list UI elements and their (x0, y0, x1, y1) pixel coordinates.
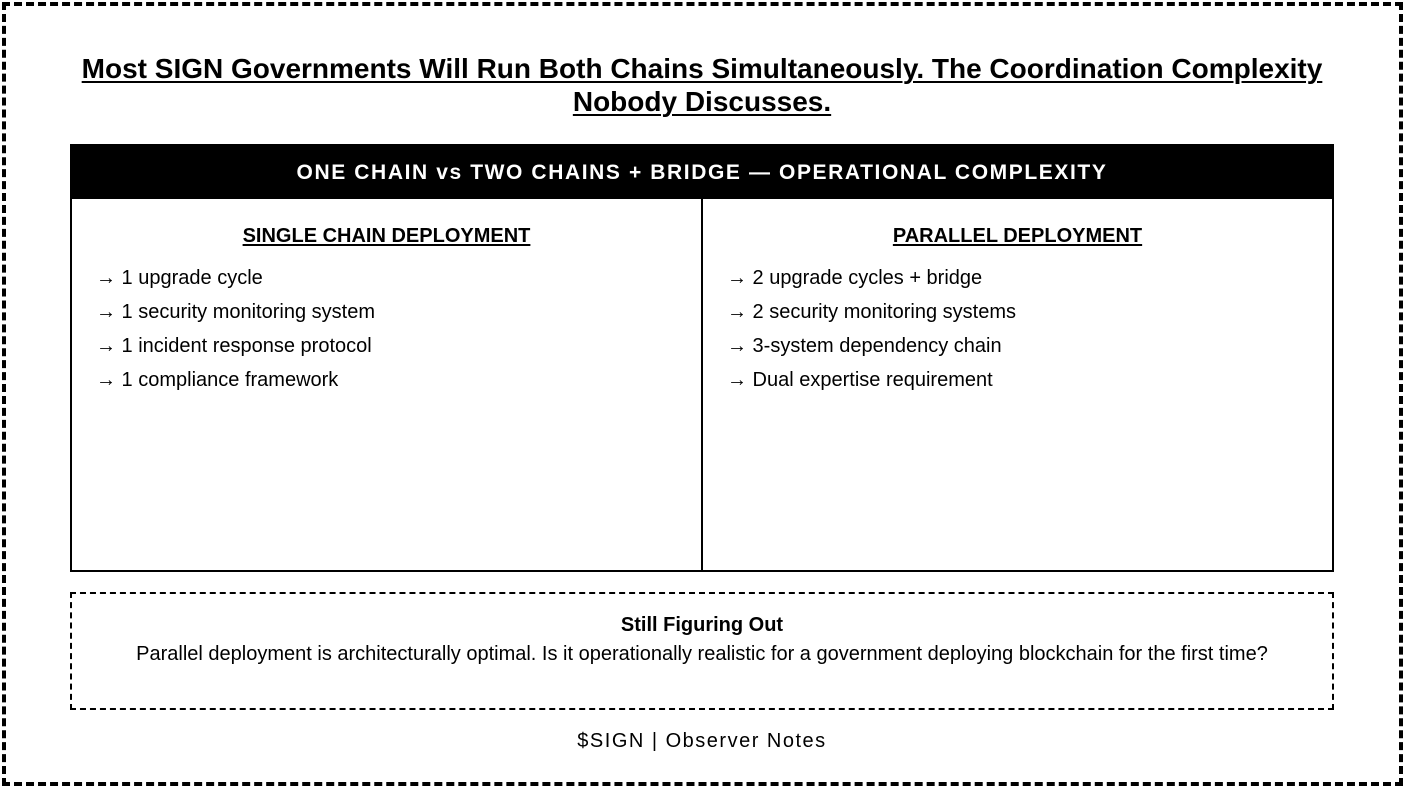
parallel-deployment-column (701, 199, 1332, 570)
list-item: → 3-system dependency chain (727, 335, 1002, 357)
comparison-columns (72, 199, 1332, 570)
note-text: Parallel deployment is architecturally optimal. Is it operationally realistic for a government deploying blockchain for the first time? (136, 643, 1268, 665)
single-chain-title: SINGLE CHAIN DEPLOYMENT (242, 225, 531, 247)
note-title: Still Figuring Out (620, 614, 784, 636)
list-item: → 1 upgrade cycle (96, 267, 263, 289)
footer-credit: $SIGN | Observer Notes (577, 730, 827, 752)
page-title: Most SIGN Governments Will Run Both Chains Simultaneously. The Coordination Complexity Nobody Discusses. (81, 53, 1323, 117)
list-item: → 1 compliance framework (96, 369, 339, 391)
single-chain-list (96, 261, 677, 397)
list-item: → 1 incident response protocol (96, 335, 372, 357)
list-item: → Dual expertise requirement (727, 369, 993, 391)
list-item: → 2 security monitoring systems (727, 301, 1016, 323)
list-item: → 1 security monitoring system (96, 301, 375, 323)
single-chain-column (72, 199, 701, 570)
comparison-header: ONE CHAIN vs TWO CHAINS + BRIDGE — OPERATIONAL COMPLEXITY (72, 146, 1332, 199)
list-item: → 2 upgrade cycles + bridge (727, 267, 983, 289)
note-box (70, 592, 1334, 710)
parallel-deployment-title: PARALLEL DEPLOYMENT (892, 225, 1143, 247)
comparison-panel (70, 144, 1334, 572)
parallel-deployment-list (727, 261, 1308, 397)
